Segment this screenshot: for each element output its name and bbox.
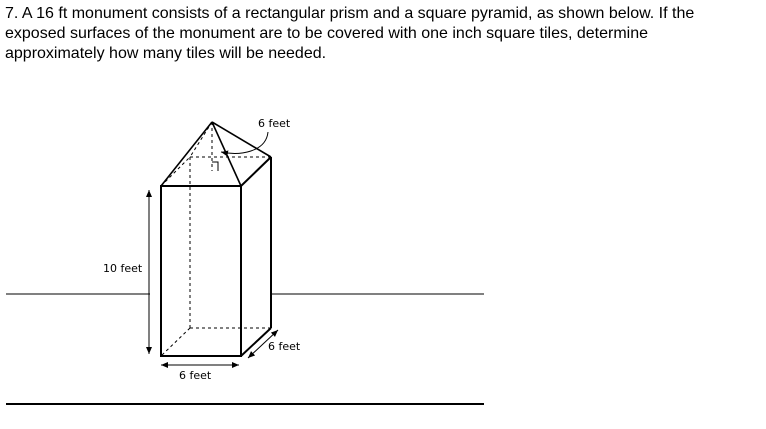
question-line-2: exposed surfaces of the monument are to be covered with one inch square tiles, determine bbox=[5, 25, 649, 42]
right-angle-marker bbox=[212, 162, 218, 171]
prism-visible-edges bbox=[161, 157, 271, 356]
base-width-label: 6 feet bbox=[179, 369, 212, 382]
slant-height-label: 6 feet bbox=[258, 117, 291, 130]
question-line-1: 7. A 16 ft monument consists of a rectangular prism and a square pyramid, as shown below. If the bbox=[5, 5, 695, 22]
prism-height-label: 10 feet bbox=[103, 262, 143, 275]
hidden-edges bbox=[161, 122, 271, 356]
base-depth-label: 6 feet bbox=[268, 340, 301, 353]
question-line-3: approximately how many tiles will be needed. bbox=[5, 45, 327, 62]
pyramid-visible-edges bbox=[161, 122, 271, 186]
